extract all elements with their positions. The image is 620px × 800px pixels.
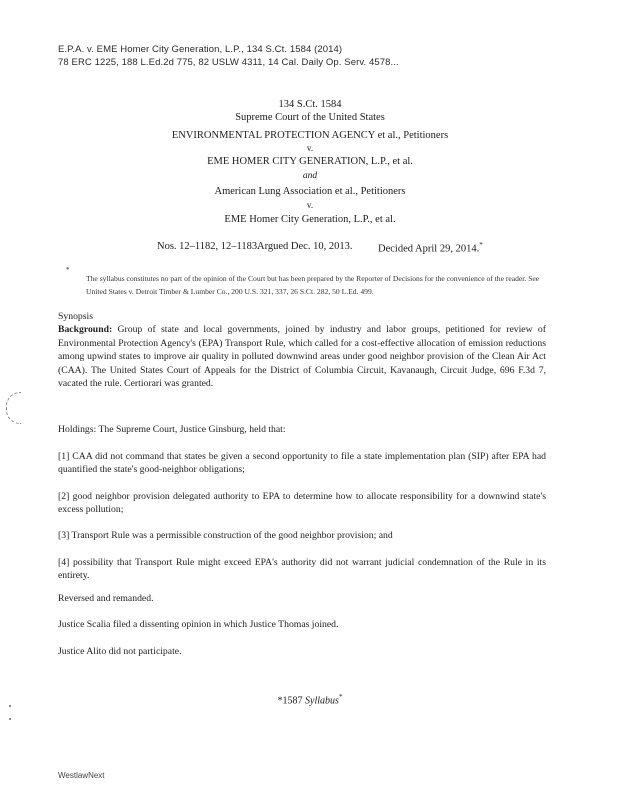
star-page-pin: *1587 bbox=[277, 695, 303, 707]
scan-punch-hole-artifact bbox=[6, 392, 21, 424]
page-footer-brand: WestlawNext bbox=[58, 771, 105, 780]
docket-numbers: Nos. 12–1182, 12–1183. bbox=[157, 241, 260, 252]
party-respondent-1: EME HOMER CITY GENERATION, L.P., et al. bbox=[207, 156, 413, 167]
synopsis-heading: Synopsis bbox=[58, 311, 93, 322]
court-name: Supreme Court of the United States bbox=[235, 112, 385, 123]
syllabus-footnote-mark: * bbox=[338, 693, 343, 701]
recusal-note: Justice Alito did not participate. bbox=[58, 646, 182, 657]
running-header-title: E.P.A. v. EME Homer City Generation, L.P., 134 S.Ct. 1584 (2014) bbox=[58, 44, 343, 55]
holding-item: [3] Transport Rule was a permissible construction of the good neighbor provision; and bbox=[58, 530, 393, 541]
versus-2: v. bbox=[306, 200, 314, 210]
argued-date: Argued Dec. 10, 2013. bbox=[257, 241, 353, 252]
holding-item: [2] good neighbor provision delegated authority to EPA to determine how to allocate responsibility for a downwind state's excess pollution; bbox=[58, 491, 546, 516]
syllabus-label: Syllabus bbox=[305, 695, 339, 707]
footnote-mark: * bbox=[66, 266, 70, 274]
synopsis-section bbox=[58, 310, 546, 390]
synopsis-paragraph bbox=[58, 323, 546, 390]
dissent-note: Justice Scalia filed a dissenting opinion in which Justice Thomas joined. bbox=[58, 619, 339, 630]
holdings-intro: Holdings: The Supreme Court, Justice Ginsburg, held that: bbox=[58, 424, 286, 435]
party-petitioner-2: American Lung Association et al., Petitioners bbox=[214, 186, 406, 197]
and-connector: and bbox=[302, 171, 318, 181]
running-header-reporters: 78 ERC 1225, 188 L.Ed.2d 775, 82 USLW 4311, 14 Cal. Daily Op. Serv. 4578... bbox=[58, 57, 399, 68]
scan-speck bbox=[9, 705, 11, 707]
holding-item: [1] CAA did not command that states be given a second opportunity to file a state implementation plan (SIP) after EPA had quantified the state's good-neighbor obligations; bbox=[58, 451, 546, 476]
background-text: Group of state and local governments, joined by industry and labor groups, petitioned for review of Environmental Protection Agency's (EPA) Transport Rule, which called for a cost-effective allocation of emission reductions among upwind states to improve air quality in polluted downwind areas under good neighbor provision of the Clean Air Act (CAA). The United States Court of Appeals for the District of Columbia Circuit, Kavanaugh, Circuit Judge, 696 F.3d 7, vacated the rule. Certiorari was granted. bbox=[58, 324, 546, 390]
citation: 134 S.Ct. 1584 bbox=[278, 99, 342, 110]
decided-date: Decided April 29, 2014.* bbox=[378, 241, 483, 255]
syllabus-heading bbox=[0, 693, 620, 706]
party-respondent-2: EME Homer City Generation, L.P., et al. bbox=[224, 214, 396, 225]
versus-1: v. bbox=[306, 143, 314, 153]
party-petitioner-1: ENVIRONMENTAL PROTECTION AGENCY et al., Petitioners bbox=[171, 130, 449, 141]
decided-footnote-mark: * bbox=[479, 241, 483, 249]
scan-speck bbox=[9, 718, 11, 720]
syllabus-footnote: The syllabus constitutes no part of the opinion of the Court but has been prepared by the Reporter of Decisions for the convenience of the reader. See United States v. Detroit Timber & Lumber Co., 200 U.S. 321, 337, 26 S.Ct. 282, 50 L.Ed. 499. bbox=[86, 274, 540, 296]
disposition: Reversed and remanded. bbox=[58, 593, 154, 604]
background-label: Background: bbox=[58, 324, 113, 336]
holding-item: [4] possibility that Transport Rule might exceed EPA's authority did not warrant judicial condemnation of the Rule in its entirety. bbox=[58, 557, 546, 582]
